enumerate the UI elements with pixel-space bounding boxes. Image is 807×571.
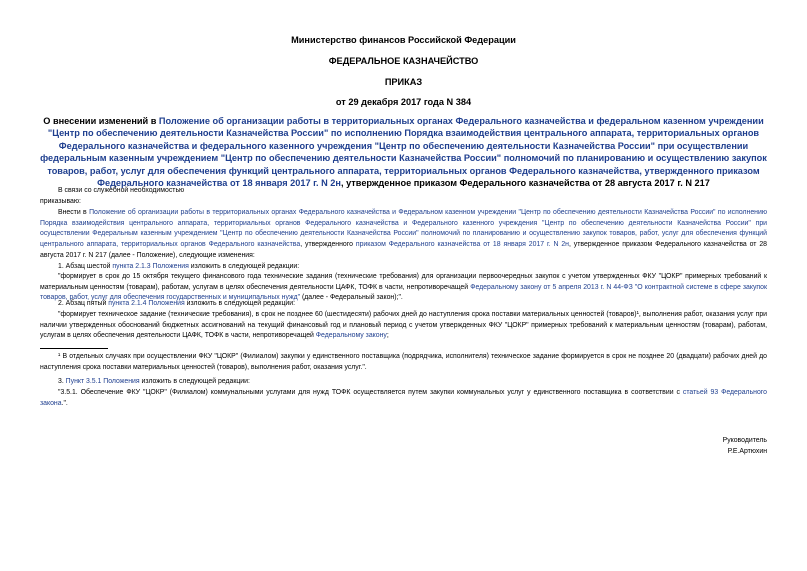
intro-line-1: В связи со служебной необходимостью: [58, 187, 185, 194]
ministry-heading: Министерство финансов Российской Федерации: [291, 35, 516, 45]
main-item-paragraph: [40, 208, 767, 262]
point-2-link[interactable]: пункта 2.1.4 Положения: [108, 300, 185, 307]
quote-1-start: "формирует в срок до 15 октября текущего финансового года технические задания (технические требования) для организации первоочередных закупок с учетом утвержденных ФКУ "ЦОКР" примерных требований к материальным ценностям (товарам), работам, услугам в целях обеспечения деятельности ЦАФК, ТОФК в части, непротиворечащей: [40, 273, 767, 291]
title-link[interactable]: Положение об организации работы в территориальных органах Федерального казначейства и федеральном казенном учреждении "Центр по обеспечению деятельности Казначейства России" по исполнению Порядка взаимодействия центрального аппарата, территориальных органов Федерального казначейства и федерального казенного учреждения "Центр по обеспечению деятельности Казначейства России" при осуществлении федеральным казенным учреждением "Центр по обеспечению деятельности Казначейства России" полномочий по планированию и осуществлению закупок товаров, работ, услуг для обеспечения функций центрального аппарата, территориальных органов Федерального казначейства, утвержденного приказом Федерального казначейства от 18 января 2017 г. N 2н: [40, 116, 767, 189]
quote-3-start: "3.5.1. Обеспечение ФКУ "ЦОКР" (Филиалом) коммунальными услугами для нужд ТОФК осуществляется путем закупки коммунальных услуг у единственного поставщика в соответствии с: [58, 389, 683, 396]
quote-1-law-link[interactable]: Федеральному закону от 5 апреля 2013 г. N 44-ФЗ "О контрактной системе в сфере закупок товаров, работ, услуг для обеспечения государственных и муниципальных нужд": [40, 283, 768, 302]
main-item-link-1[interactable]: Положение об организации работы в территориальных органах Федерального казначейства и Федеральном казенном учреждении "Центр по обеспечению деятельности Казначейства России" по исполнению Порядка взаимодействия центрального аппарата, территориальных органов Федерального казначейства и Федерального казенного учреждения "Центр по обеспечению деятельности Казначейства России" при осуществлении Федеральным казенным учреждением "Центр по обеспечению деятельности Казначейства России" полномочий по планированию и осуществлению закупок товаров, работ, услуг для обеспечения функций центрального аппарата, территориальных органов Федерального казначейства: [40, 209, 767, 249]
intro-line-2: приказываю:: [40, 198, 81, 205]
point-2-prefix: 2. Абзац пятый: [58, 300, 109, 307]
footnote-divider: [40, 348, 108, 349]
title-prefix: О внесении изменений в: [43, 116, 159, 126]
quote-3-end: .".: [61, 399, 68, 407]
quote-2-end: ;: [386, 332, 389, 340]
doc-type-heading: ПРИКАЗ: [384, 77, 423, 87]
date-number: от 29 декабря 2017 года N 384: [335, 97, 472, 107]
footnote: ¹ В отдельных случаях при осуществлении ФКУ "ЦОКР" (Филиалом) закупки у единственного поставщика (подрядчика, исполнителя) техническое задание формируется в срок не позднее 20 (двадцати) рабочих дней до наступления срока поставки материальных ценностей (товаров), выполнения работ, оказания услуг.".: [40, 353, 767, 371]
point-2-quote: [40, 310, 767, 342]
signatory-role: Руководитель: [722, 437, 767, 444]
main-item-end: , утвержденное приказом Федерального казначейства от 28 августа 2017 г. N 217 (далее - Положение), следующие изменения:: [40, 241, 767, 259]
document-title: [28, 115, 779, 189]
quote-3-law-link[interactable]: статьей 93 Федерального закона: [40, 389, 767, 407]
point-3-quote: [40, 388, 767, 409]
agency-heading: ФЕДЕРАЛЬНОЕ КАЗНАЧЕЙСТВО: [328, 56, 479, 66]
point-2-suffix: изложить в следующей редакции:: [184, 300, 296, 307]
point-3-link[interactable]: Пункт 3.5.1 Положения: [65, 378, 140, 385]
quote-2-law-link[interactable]: Федеральному закону: [315, 332, 387, 340]
point-1-link[interactable]: пункта 2.1.3 Положения: [112, 263, 189, 270]
quote-1-end: (далее - Федеральный закон);".: [300, 294, 403, 302]
main-item-link-2[interactable]: приказом Федерального казначейства от 18 января 2017 г. N 2н: [355, 241, 569, 249]
point-3-prefix: 3.: [58, 378, 66, 385]
title-suffix: , утвержденное приказом Федерального казначейства от 28 августа 2017 г. N 217: [340, 178, 710, 189]
signatory-name: Р.Е.Артюхин: [727, 448, 767, 455]
main-item-prefix: Внести в: [58, 209, 90, 216]
quote-2-start: "формирует техническое задание (технические требования), в срок не позднее 60 (шестидесяти) рабочих дней до наступления срока поставки материальных ценностей (товаров)¹, выполнения работ, оказания услуг при наличии утвержденных обоснований бюджетных ассигнований на текущий финансовый год и плановый период с учетом утвержденных ФКУ "ЦОКР" примерных требований к материальным ценностям (товарам), работам, услугам в целях обеспечения деятельности ЦАФК, ТОФК в части, непротиворечащей: [40, 311, 767, 340]
point-1-suffix: изложить в следующей редакции:: [188, 263, 300, 270]
point-1-prefix: 1. Абзац шестой: [58, 263, 113, 270]
point-2-heading: [40, 299, 767, 310]
main-item-mid: , утвержденного: [300, 241, 356, 249]
point-3-suffix: изложить в следующей редакции:: [139, 378, 250, 385]
point-3-heading: [40, 377, 767, 388]
